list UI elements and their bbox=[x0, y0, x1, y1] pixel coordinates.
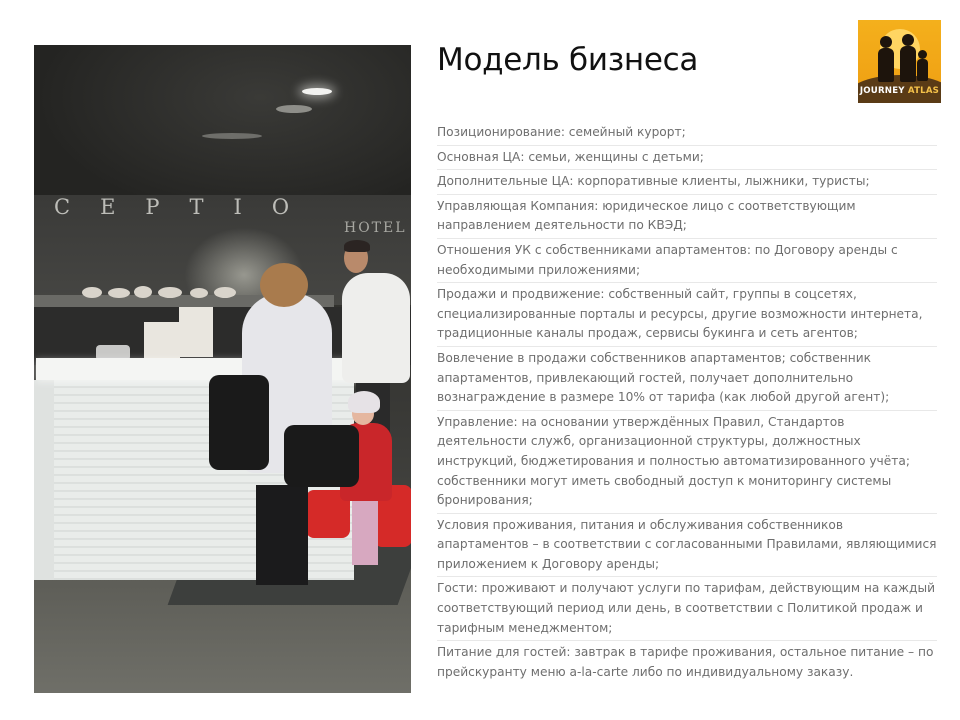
list-item: Питание для гостей: завтрак в тарифе проживания, остальное питание – по прейскуранту меню a-la-carte либо по индивидуальному заказу. bbox=[437, 645, 934, 679]
backpack bbox=[209, 375, 269, 470]
logo-word-atlas: ATLAS bbox=[907, 86, 940, 96]
logo-word-journey: JOURNEY bbox=[859, 86, 905, 96]
info-card bbox=[179, 307, 213, 357]
decor-stone bbox=[214, 287, 236, 298]
logo-adult-head bbox=[902, 34, 914, 46]
list-item: Вовлечение в продажи собственников апартаментов; собственник апартаментов, привлекающий гостей, получает дополнительно вознаграждение в размере 10% от тарифа (как любой другой агент); bbox=[437, 349, 937, 411]
hotel-sign: HOTEL bbox=[344, 220, 407, 236]
list-item: Отношения УК с собственниками апартаментов: по Договору аренды с необходимыми приложениями; bbox=[437, 241, 937, 283]
business-model-list bbox=[437, 123, 937, 686]
child-hat bbox=[348, 391, 380, 413]
shoulder-bag bbox=[284, 425, 359, 487]
logo-child-body bbox=[917, 59, 928, 81]
ceiling-light bbox=[302, 88, 332, 95]
child-legs bbox=[352, 495, 378, 565]
list-item: Дополнительные ЦА: корпоративные клиенты, лыжники, туристы; bbox=[437, 172, 937, 195]
decor-stone bbox=[134, 286, 152, 298]
woman-legs bbox=[256, 485, 308, 585]
info-card bbox=[144, 322, 180, 362]
list-item: Управление: на основании утверждённых Правил, Стандартов деятельности служб, организационной структуры, должностных инструкций, бюджетирования и полностью автоматизированного учёта; собственники могут иметь свободный доступ к мониторингу системы бронирования; bbox=[437, 413, 937, 514]
decor-stone bbox=[190, 288, 208, 298]
logo-text bbox=[858, 86, 941, 96]
man-hair bbox=[344, 240, 370, 252]
slide-title: Модель бизнеса bbox=[437, 42, 699, 78]
reception-photo bbox=[34, 45, 411, 693]
list-item: Управляющая Компания: юридическое лицо с соответствующим направлением деятельности по КВЭД; bbox=[437, 197, 937, 239]
list-item: Гости: проживают и получают услуги по тарифам, действующим на каждый соответствующий период или день, в соответствии с Политикой продаж и тарифным менеджментом; bbox=[437, 579, 937, 641]
journey-atlas-logo bbox=[858, 20, 941, 103]
logo-adult-body bbox=[878, 48, 894, 82]
list-item: Основная ЦА: семьи, женщины с детьми; bbox=[437, 148, 937, 171]
woman-hair bbox=[260, 263, 308, 307]
decor-stone bbox=[82, 287, 102, 298]
ceiling-light bbox=[202, 133, 262, 139]
ceiling-light bbox=[276, 105, 312, 113]
logo-child-head bbox=[918, 50, 927, 59]
logo-adult-body bbox=[900, 46, 916, 82]
decor-stone bbox=[108, 288, 130, 298]
man-shirt bbox=[342, 273, 410, 383]
decor-stone bbox=[158, 287, 182, 298]
list-item: Продажи и продвижение: собственный сайт, группы в соцсетях, специализированные порталы и ресурсы, другие возможности интернета, традиционные каналы продаж, сервисы букинга и сеть агентов; bbox=[437, 285, 937, 347]
list-item: Позиционирование: семейный курорт; bbox=[437, 123, 937, 146]
reception-sign: CEPTIO bbox=[54, 195, 320, 219]
logo-adult-head bbox=[880, 36, 892, 48]
list-item: Условия проживания, питания и обслуживания собственников апартаментов – в соответствии с согласованными Правилами, являющимися приложением к Договору аренды; bbox=[437, 516, 937, 578]
